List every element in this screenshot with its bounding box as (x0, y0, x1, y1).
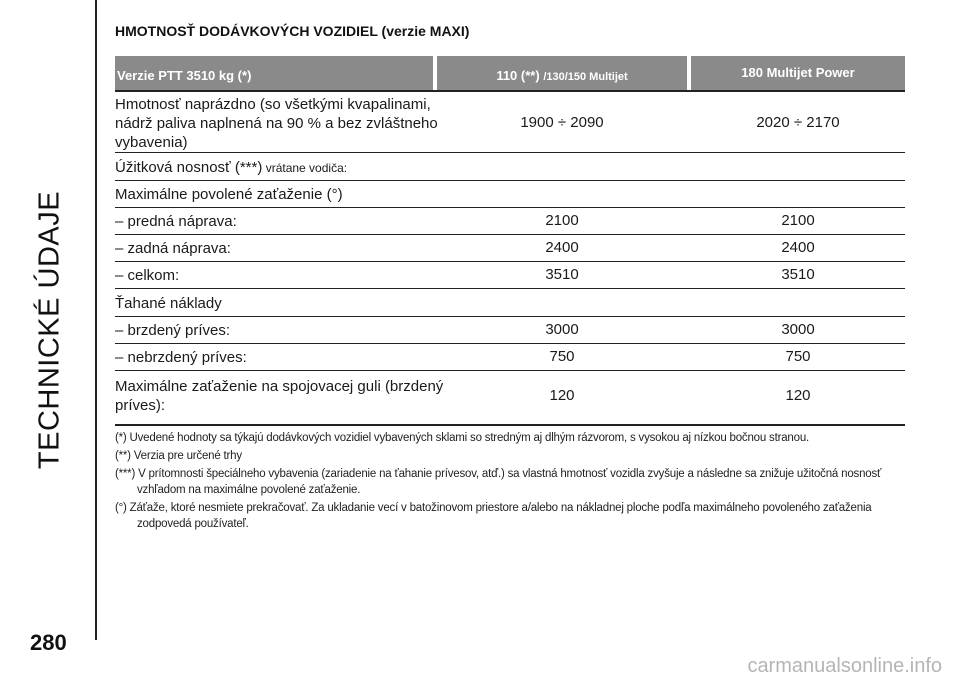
table-row (115, 235, 905, 262)
footnote: (°) Záťaže, ktoré nesmiete prekračovať. Za ukladanie vecí v batožinovom priestore a/alebo na nákladnej ploche podľa maximálneho povoleného zaťaženia zodpovedá používateľ. (115, 502, 872, 530)
table-row (115, 344, 905, 371)
row-label: – nebrzdený príves: (115, 349, 247, 366)
row-value-180: 750 (785, 348, 811, 365)
row-label: Maximálne povolené zaťaženie (°) (115, 186, 343, 203)
header-label: 110 (**) (496, 68, 540, 83)
row-value-110: 1900 ÷ 2090 (520, 114, 604, 131)
row-value-180: 2020 ÷ 2170 (756, 114, 840, 131)
row-value-180: 3000 (781, 321, 815, 338)
row-value-110: 2400 (545, 239, 579, 256)
footnote: (**) Verzia pre určené trhy (115, 450, 242, 462)
table-row (115, 208, 905, 235)
header-label: 180 Multijet Power (741, 65, 855, 80)
table-row (115, 181, 905, 208)
row-label: – predná náprava: (115, 213, 237, 230)
footnotes (115, 430, 905, 534)
row-label (115, 158, 347, 178)
row-label (115, 377, 443, 415)
table-row (115, 153, 905, 181)
label-main: Úžitková nosnosť (***) (115, 159, 263, 176)
watermark: carmanualsonline.info (747, 655, 942, 677)
table-header-versions (115, 56, 433, 90)
table-row (115, 262, 905, 289)
row-label: – brzdený príves: (115, 322, 231, 339)
section-title: TECHNICKÉ ÚDAJE (33, 190, 66, 470)
label-line: Hmotnosť naprázdno (so všetkými kvapalinami, (115, 96, 431, 113)
row-label: – zadná náprava: (115, 240, 231, 257)
row-label: – celkom: (115, 267, 180, 284)
label-small: vrátane vodiča: (262, 161, 348, 175)
vertical-divider (95, 0, 97, 640)
table-row (115, 289, 905, 317)
row-value-180: 2100 (781, 212, 815, 229)
footnote: (***) V prítomnosti špeciálneho vybavenia (zariadenie na ťahanie prívesov, atď.) sa vlastná hmotnosť vozidla zvyšuje a následne sa znižuje užitočná nosnosť vzhľadom na maximálne povolené zaťaženie. (115, 468, 882, 496)
header-label: Verzie PTT 3510 kg (*) (117, 68, 252, 83)
row-value-110: 750 (549, 348, 575, 365)
row-value-180: 120 (785, 387, 811, 404)
table-row (115, 371, 905, 426)
row-label: Ťahané náklady (115, 295, 222, 312)
label-line: vybavenia) (115, 134, 188, 151)
label-line: Maximálne zaťaženie na spojovacej guli (brzdený (115, 378, 444, 395)
page-number: 280 (30, 630, 67, 655)
table-row (115, 317, 905, 344)
row-label (115, 95, 438, 152)
row-value-180: 3510 (781, 266, 815, 283)
row-value-110: 2100 (545, 212, 579, 229)
label-line: nádrž paliva naplnená na 90 % a bez zvláštneho (115, 115, 438, 132)
footnote: (*) Uvedené hodnoty sa týkajú dodávkových vozidiel vybavených sklami so stredným aj dlhým rázvorom, s vysokou aj nízkou bočnou stranou. (115, 432, 810, 444)
header-sublabel: /130/150 Multijet (543, 71, 628, 83)
row-value-110: 3000 (545, 321, 579, 338)
table-header-110 (437, 56, 687, 90)
label-line: príves): (115, 397, 166, 414)
row-value-110: 120 (549, 387, 575, 404)
table-header-180 (691, 56, 905, 90)
table-row (115, 92, 905, 153)
row-value-180: 2400 (781, 239, 815, 256)
row-value-110: 3510 (545, 266, 579, 283)
page-title: HMOTNOSŤ DODÁVKOVÝCH VOZIDIEL (verzie MAXI) (115, 23, 470, 39)
